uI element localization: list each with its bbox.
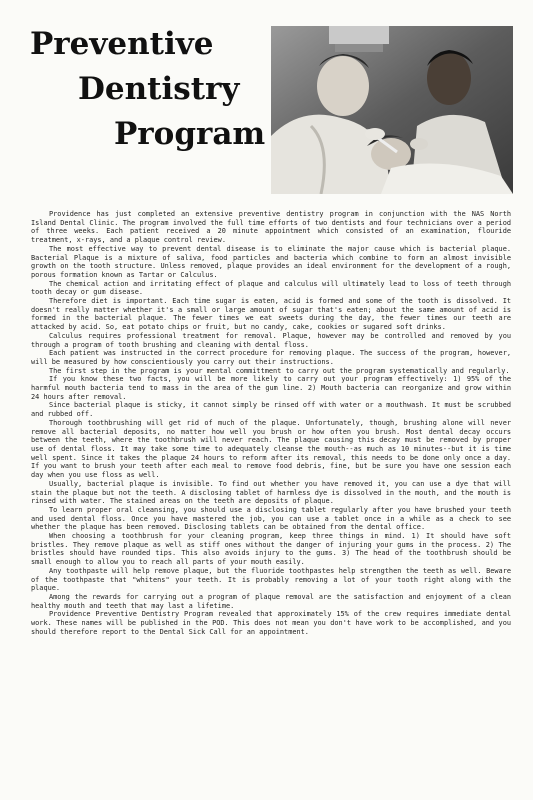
paragraph: Therefore diet is important. Each time sugar is eaten, acid is formed and some of the tooth is dissolved. It doesn't really matter whether it's a small or large amount of sugar that's eaten; about the same amount of acid is formed in the bacterial plaque. The fewer times we eat sweets during the day, the fewer times our teeth are attacked by acid. So, eat potato chips or fruit, but no candy, cake, cookies or sugared soft drinks. — [31, 297, 511, 332]
photo-illustration — [271, 26, 513, 194]
paragraph: Calculus requires professional treatment for removal. Plaque, however may be controlled and removed by you through a program of tooth brushing and cleaning with dental floss. — [31, 331, 511, 349]
paragraph: The most effective way to prevent dental disease is to eliminate the major cause which is bacterial plaque. Bacterial Plaque is a mixture of saliva, food particles and bacteria which combine to form an almost invisible growth on the tooth structure. Unless removed, plaque provides an ideal environment for the development of a rough, porous formation known as Tartar or Calculus. — [31, 244, 511, 279]
paragraph: Among the rewards for carrying out a program of plaque removal are the satisfaction and enjoyment of a clean healthy mouth and teeth that may last a lifetime. — [31, 592, 511, 610]
paragraph: Thorough toothbrushing will get rid of much of the plaque. Unfortunately, though, brushing alone will never remove all bacterial deposits, no matter how well you brush or how often you brush. Most dental decay occurs between the teeth, where the toothbrush will never reach. The plaque causing this decay must be removed by proper use of dental floss. It may take some time to adequately cleanse the mouth--as much as 10 minutes--but it is time well spent. Since it takes the plaque 24 hours to reform after its removal, this needs to be done only once a day. If you want to brush your teeth after each meal to remove food debris, fine, but be sure you have one session each day when you use floss as well. — [31, 418, 511, 480]
paragraph: Providence has just completed an extensive preventive dentistry program in conjunction with the NAS North Island Dental Clinic. The program involved the full time efforts of two dentists and four technicians over a period of three weeks. Each patient received a 20 minute appointment which consisted of an examination, flouride treatment, x-rays, and a plaque control review. — [31, 210, 511, 245]
dental-exam-photo — [271, 26, 513, 194]
paragraph: Since bacterial plaque is sticky, it cannot simply be rinsed off with water or a mouthwash. It must be scrubbed and rubbed off. — [31, 401, 511, 419]
paragraph: When choosing a toothbrush for your cleaning program, keep three things in mind. 1) It should have soft bristles. They remove plaque as well as stiff ones without the danger of injuring your gums in the process. 2) The bristles should have rounded tips. This also avoids injury to the gums. 3) The head of the toothbrush should be small enough to allow you to reach all parts of your mouth easily. — [31, 532, 511, 567]
title-line-2: Dentistry — [78, 71, 240, 107]
paragraph: Each patient was instructed in the correct procedure for removing plaque. The success of the program, however, will be measured by how conscientiously you carry out their instructions. — [31, 349, 511, 366]
paragraph: Providence Preventive Dentistry Program revealed that approximately 15% of the crew requires immediate dental work. These names will be published in the POD. This does not mean you don't have work to be accomplished, and you should therefore report to the Dental Sick Call for an appointment. — [31, 610, 511, 636]
paragraph: The chemical action and irritating effect of plaque and calculus will ultimately lead to loss of teeth through tooth decay or gum disease. — [31, 279, 511, 297]
article-body — [31, 210, 511, 636]
paragraph: To learn proper oral cleansing, you should use a disclosing tablet regularly after you have brushed your teeth and used dental floss. Once you have mastered the job, you can use a tablet once in a while as a check to see whether the plaque has been removed. Disclosing tablets can be obtained from the dental office. — [31, 505, 511, 532]
title-line-3: Program — [114, 116, 266, 152]
paragraph: Any toothpaste will help remove plaque, but the fluoride toothpastes help strengthen the teeth as well. Beware of the toothpaste that "whitens" your teeth. It is probably removing a lot of your tooth right along with the plaque. — [31, 566, 511, 593]
article-title — [18, 22, 266, 157]
title-line-1: Preventive — [30, 26, 214, 62]
paragraph: If you know these two facts, you will be more likely to carry out your program effectively: 1) 95% of the harmful mouth bacteria tend to mass in the area of the gum line. 2) Mouth bacteria can reorganize and grow within 24 hours after removal. — [31, 375, 511, 401]
paragraph: The first step in the program is your mental committment to carry out the program systematically and regularly. — [49, 366, 510, 375]
paragraph: Usually, bacterial plaque is invisible. To find out whether you have removed it, you can use a dye that will stain the plaque but not the teeth. A disclosing tablet of harmless dye is dissolved in the mouth, and the mouth is rinsed with water. The stained areas on the teeth are deposits of plaque. — [31, 479, 511, 506]
